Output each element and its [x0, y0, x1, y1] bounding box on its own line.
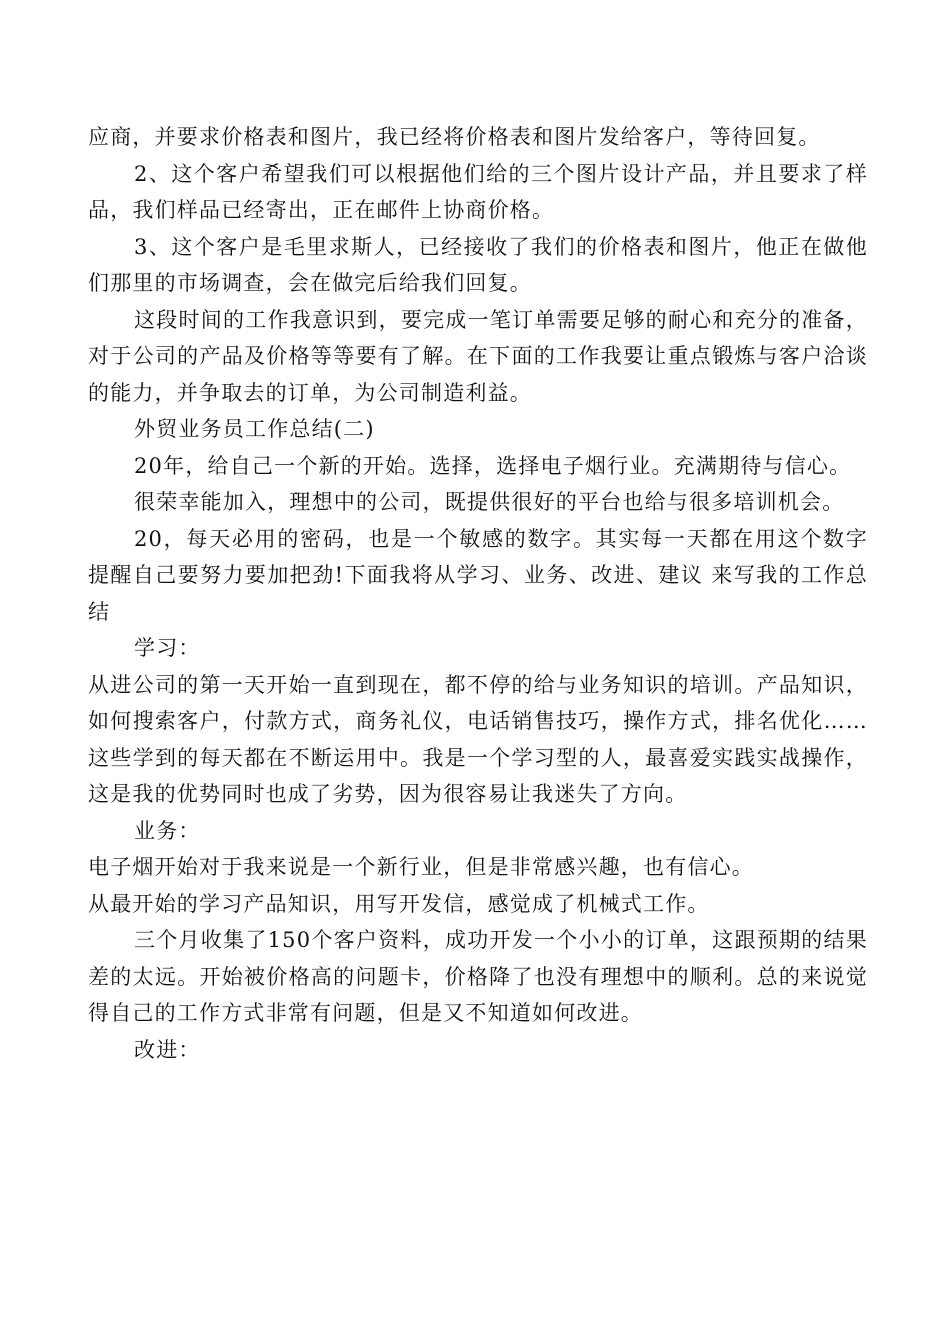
paragraph: 从最开始的学习产品知识，用写开发信，感觉成了机械式工作。: [88, 891, 710, 916]
paragraph: 很荣幸能加入，理想中的公司，既提供很好的平台也给与很多培训机会。: [134, 490, 845, 514]
paragraph: 2、这个客户希望我们可以根据他们给的三个图片设计产品，并且要求了样品，我们样品已经寄出，正在邮件上协商价格。: [88, 161, 868, 222]
document-body: [88, 119, 868, 1068]
paragraph: 电子烟开始对于我来说是一个新行业，但是非常感兴趣，也有信心。: [88, 855, 754, 879]
paragraph: 应商，并要求价格表和图片，我已经将价格表和图片发给客户，等待回复。: [88, 125, 821, 149]
paragraph: 这段时间的工作我意识到，要完成一笔订单需要足够的耐心和充分的准备，对于公司的产品及价格等等要有了解。在下面的工作我要让重点锻炼与客户洽谈的能力，并争取去的订单，为公司制造利益。: [88, 307, 868, 405]
paragraph: 从进公司的第一天开始一直到现在，都不停的给与业务知识的培训。产品知识，如何搜索客户，付款方式，商务礼仪，电话销售技巧，操作方式，排名优化……这些学到的每天都在不断运用中。我是一个学习型的人，最喜爱实践实战操作，这是我的优势同时也成了劣势，因为很容易让我迷失了方向。: [88, 672, 868, 806]
section-heading: 改进：: [134, 1037, 201, 1062]
paragraph: 20，每天必用的密码，也是一个敏感的数字。其实每一天都在用这个数字提醒自己要努力要加把劲!下面我将从学习、业务、改进、建议 来写我的工作总结: [88, 526, 868, 624]
section-heading: 学习：: [134, 636, 201, 660]
paragraph: 20年，给自己一个新的开始。选择，选择电子烟行业。充满期待与信心。: [134, 453, 852, 478]
paragraph: 3、这个客户是毛里求斯人，已经接收了我们的价格表和图片，他正在做他们那里的市场调查，会在做完后给我们回复。: [88, 234, 868, 295]
section-heading: 外贸业务员工作总结(二): [134, 417, 375, 441]
section-heading: 业务：: [134, 818, 201, 843]
paragraph: 三个月收集了150个客户资料，成功开发一个小小的订单，这跟预期的结果差的太远。开始被价格高的问题卡，价格降了也没有理想中的顺利。总的来说觉得自己的工作方式非常有问题，但是又不知道如何改进。: [88, 928, 868, 1025]
